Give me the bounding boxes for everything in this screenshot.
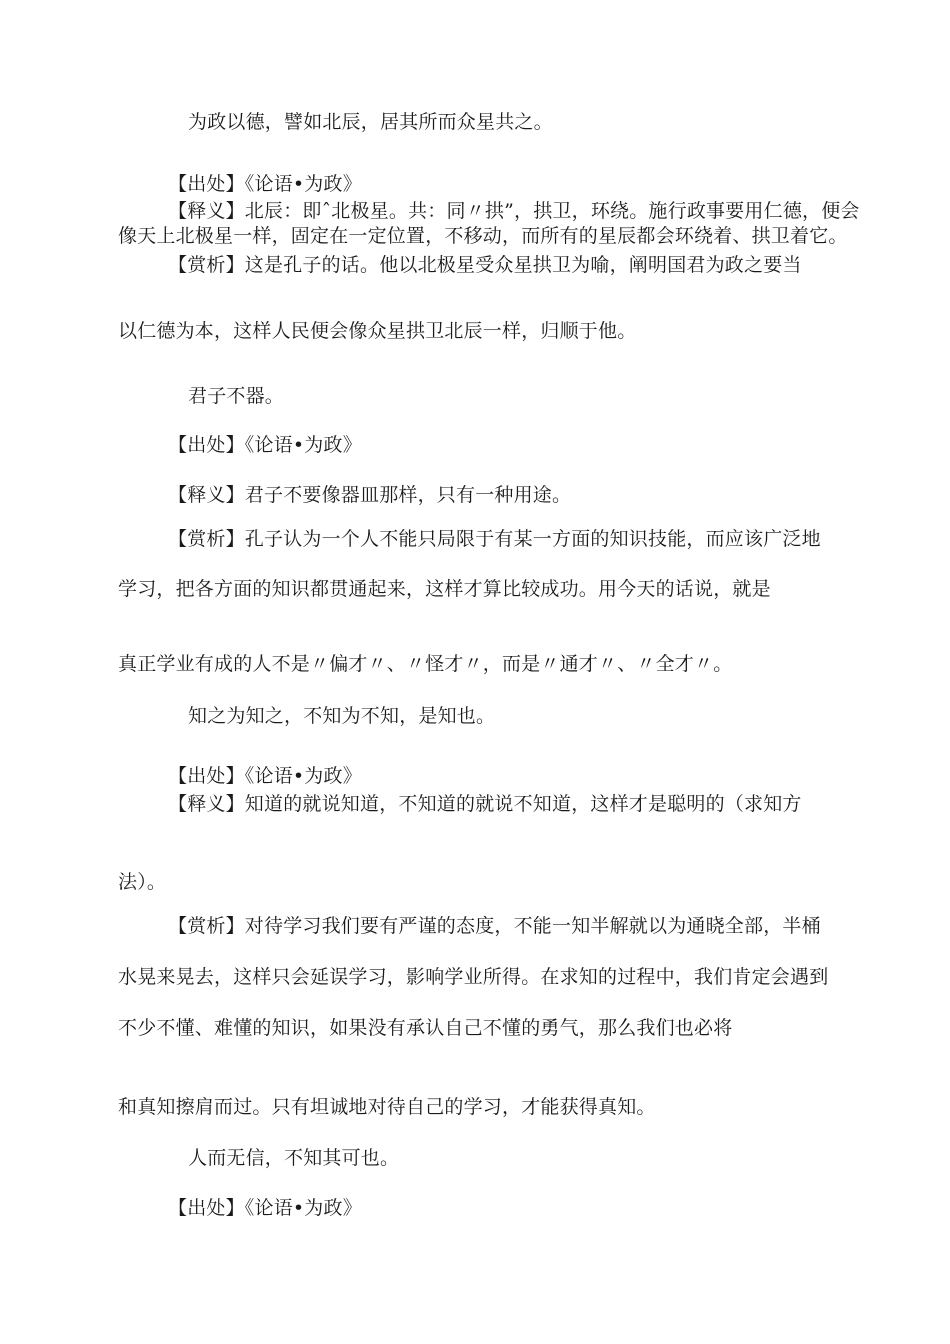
analysis-line: 以仁德为本，这样人民便会像众星拱卫北辰一样，归顺于他。 [118,320,637,342]
meaning-line: 法）。 [118,871,167,893]
meaning-line: 【释义】北辰：即ˆ北极星。共：同〃拱”，拱卫，环绕。施行政事要用仁德，便会 [168,200,860,222]
quote-text: 为政以德，譬如北辰，居其所而众星共之。 [188,111,553,133]
analysis-line: 和真知擦肩而过。只有坦诚地对待自己的学习，才能获得真知。 [118,1096,656,1118]
analysis-line: 【赏析】对待学习我们要有严谨的态度，不能一知半解就以为通晓全部，半桶 [168,915,821,937]
source-line: 【出处】《论语•为政》 [168,173,362,195]
analysis-line: 【赏析】孔子认为一个人不能只局限于有某一方面的知识技能，而应该广泛地 [168,528,821,550]
analysis-line: 学习，把各方面的知识都贯通起来，这样才算比较成功。用今天的话说，就是 [118,578,771,600]
source-line: 【出处】《论语•为政》 [168,1197,362,1219]
meaning-line: 【释义】君子不要像器皿那样，只有一种用途。 [168,484,572,506]
source-line: 【出处】《论语•为政》 [168,765,362,787]
analysis-line: 真正学业有成的人不是〃偏才〃、〃怪才〃，而是〃通才〃、〃全才〃。 [118,653,733,675]
quote-text: 人而无信，不知其可也。 [188,1147,400,1169]
meaning-line: 【释义】知道的就说知道，不知道的就说不知道，这样才是聪明的（求知方 [168,793,802,815]
analysis-line: 【赏析】这是孔子的话。他以北极星受众星拱卫为喻，阐明国君为政之要当 [168,254,802,276]
meaning-line: 像天上北极星一样，固定在一定位置，不移动，而所有的星辰都会环绕着、拱卫着它。 [118,225,848,247]
analysis-line: 水晃来晃去，这样只会延误学习，影响学业所得。在求知的过程中，我们肯定会遇到 [118,966,829,988]
quote-text: 知之为知之，不知为不知，是知也。 [188,705,496,727]
quote-text: 君子不器。 [188,385,285,407]
source-line: 【出处】《论语•为政》 [168,434,362,456]
analysis-line: 不少不懂、难懂的知识，如果没有承认自己不懂的勇气，那么我们也必将 [118,1017,733,1039]
